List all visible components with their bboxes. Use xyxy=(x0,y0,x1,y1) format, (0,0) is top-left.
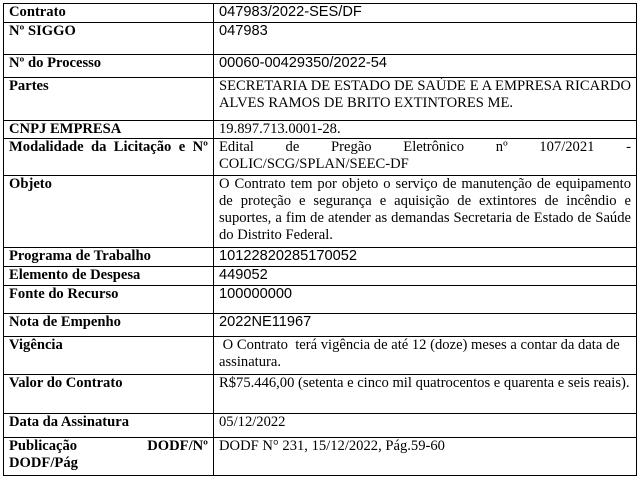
table-row xyxy=(4,121,637,139)
value-publicacao: DODF N° 231, 15/12/2022, Pág.59-60 xyxy=(214,438,637,476)
table-row xyxy=(4,176,637,248)
label-programa: Programa de Trabalho xyxy=(4,248,214,267)
value-fonte: 100000000 xyxy=(214,286,637,314)
label-partes: Partes xyxy=(4,78,214,121)
label-contrato: Contrato xyxy=(4,4,214,23)
label-elemento: Elemento de Despesa xyxy=(4,267,214,286)
table-row xyxy=(4,337,637,375)
value-cnpj: 19.897.713.0001-28. xyxy=(214,121,637,139)
label-cnpj: CNPJ EMPRESA xyxy=(4,121,214,139)
value-data-assinatura: 05/12/2022 xyxy=(214,414,637,438)
value-siggo: 047983 xyxy=(214,23,637,55)
value-modalidade: Edital de Pregão Eletrônico nº 107/2021 - COLIC/SCG/SPLAN/SEEC-DF xyxy=(214,139,637,176)
table-row xyxy=(4,438,637,476)
value-partes: SECRETARIA DE ESTADO DE SAÚDE E A EMPRESA RICARDO ALVES RAMOS DE BRITO EXTINTORES ME. xyxy=(214,78,637,121)
table-row xyxy=(4,414,637,438)
value-vigencia: O Contrato terá vigência de até 12 (doze) meses a contar da data de assinatura. xyxy=(214,337,637,375)
table-row xyxy=(4,4,637,23)
label-publicacao-text: Publicação DODF/Nº DODF/Pág xyxy=(9,438,208,471)
contract-summary-table xyxy=(3,3,637,476)
table-row xyxy=(4,314,637,337)
value-processo: 00060-00429350/2022-54 xyxy=(214,55,637,78)
value-programa: 10122820285170052 xyxy=(214,248,637,267)
label-data-assinatura: Data da Assinatura xyxy=(4,414,214,438)
label-publicacao xyxy=(4,438,214,476)
table-row xyxy=(4,286,637,314)
table-row xyxy=(4,248,637,267)
table-row xyxy=(4,78,637,121)
table-row xyxy=(4,267,637,286)
label-valor: Valor do Contrato xyxy=(4,375,214,414)
label-modalidade: Modalidade da Licitação e Nº xyxy=(4,139,214,176)
label-vigencia: Vigência xyxy=(4,337,214,375)
value-elemento: 449052 xyxy=(214,267,637,286)
label-siggo: Nº SIGGO xyxy=(4,23,214,55)
value-contrato: 047983/2022-SES/DF xyxy=(214,4,637,23)
label-processo: Nº do Processo xyxy=(4,55,214,78)
table-row xyxy=(4,375,637,414)
label-empenho: Nota de Empenho xyxy=(4,314,214,337)
label-objeto: Objeto xyxy=(4,176,214,248)
value-empenho: 2022NE11967 xyxy=(214,314,637,337)
value-objeto: O Contrato tem por objeto o serviço de manutenção de equipamento de proteção e segurança e aquisição de extintores de incêndio e suportes, a fim de atender as demandas Secretaria de Estado de Saúde do Distrito Federal. xyxy=(214,176,637,248)
table-row xyxy=(4,139,637,176)
label-fonte: Fonte do Recurso xyxy=(4,286,214,314)
value-valor: R$75.446,00 (setenta e cinco mil quatrocentos e quarenta e seis reais). xyxy=(214,375,637,414)
table-row xyxy=(4,55,637,78)
table-row xyxy=(4,23,637,55)
